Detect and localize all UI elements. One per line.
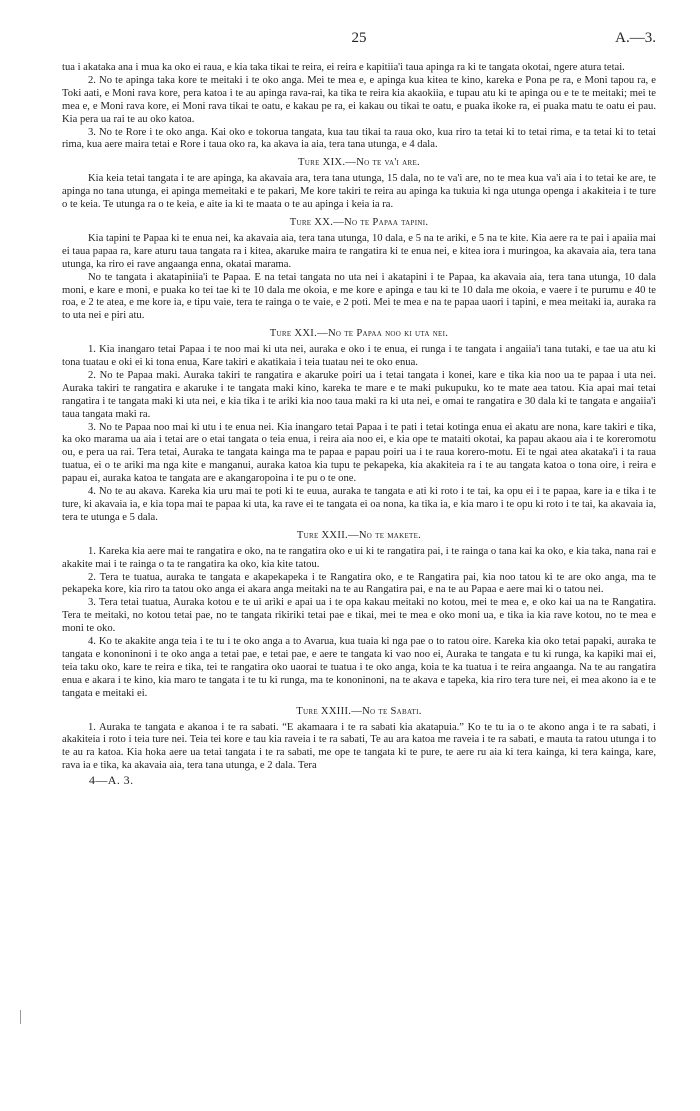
paragraph: 3. No te Rore i te oko anga. Kai oko e tokorua tangata, kua tau tikai ta raua oko, kua riro ta tetai ki to tetai rima, e ta tetai ki to tetai rima, kua aere maira tetai e Rore i taua oko ra, ka akava ia aia, tera tana utunga, e 4 dala. (62, 126, 656, 151)
page-header (62, 32, 656, 62)
section-heading: Ture XXIII.—No te Sabati. (296, 705, 422, 717)
document-reference: A.—3. (615, 30, 656, 46)
section-heading: Ture XX.—No te Papaa tapini. (289, 216, 429, 228)
paragraph: Kia tapini te Papaa ki te enua nei, ka akavaia aia, tera tana utunga, 10 dala, e 5 na te ariki, e 5 na te kite. Kia aere ra te pai i apaiia mai ei taua papaa ra, kare aturu taua tangata ra i kitea, akaruke maira te rangatira ki te enua nei, e kitea iora i muringoa, ka akavaia aia, tera tana utunga, ka riro ei rave angaanga enna, okatai marama. (62, 232, 656, 270)
paragraph: 2. No te apinga taka kore te meitaki i te oko anga. Mei te mea e, e apinga kua kitea te kino, kareka e Pona pe ra, e Moni tapou ra, e Toki aati, e Moni rava kore, pera katoa i te au apinga rava-rai, ka tika te reira kia akaokiia, e tupau atu ki te apinga ou e te te meitaki; mei te mea e, e Moni rava kore, ei Moni rava tikai te oatu, e kakau pe ra, ei kakau ou tikai te oatu, e puaka ikoke ra, ei puaka matu te oatu ei pau. Kia pera ua rai te au oko katoa. (62, 74, 656, 125)
paragraph: Kia keia tetai tangata i te are apinga, ka akavaia ara, tera tana utunga, 15 dala, no te va'i are, no te mea kua va'i aia i to tetai ke are, te apinga no tana utunga, ei apinga memeitaki e te pakari, Me kore takiri te reira au apinga ka tukuia ki nga utunga openga i akakiteia i te ture o te keia. Te utunga ra o te keia, e aite ia ki te maata o te au apinga i keia ia ra. (62, 173, 656, 211)
section-heading: Ture XXII.—No te makete. (296, 529, 422, 541)
section-heading: Ture XIX.—No te va'i are. (298, 157, 420, 169)
signature-mark: 4—A. 3. (89, 773, 134, 788)
paragraph: tua i akataka ana i mua ka oko ei raua, e kia taka tikai te reira, ei reira e kapitiia'i taua apinga ra ki te tangata okotai, ngere atura tetai. (62, 62, 625, 73)
document-body (62, 62, 656, 773)
section-heading: Ture XXI.—No te Papaa noo ki uta nei. (269, 328, 449, 340)
paragraph: 4. Ko te akakite anga teia i te tu i te oko anga a to Avarua, kua tuaia ki nga pae o to ratou oire. Kareka kia oko tetai papaki, auraka te tangata e kononinoni i te oko anga a tetai pae, e tetai pae, e aere te tangata ki vao noo ei, Auraka te tangata e tu ki runga, ka kapiki mai ei, teia taku oko, kare te reira e tika, tei te rangatira oko uaorai te tuatua i te oko anga, koia te ka tuatua i te reira angaanga. Na te au rangatira enua e akara i te kino, kia maro te tangata i te tu ki runga, ma te kononinoni, na te akava e tapeka, kia riro tera ture nei, ei mea akono ia e te tangata e meitaki ei. (62, 636, 656, 699)
margin-mark (20, 1010, 21, 1024)
paragraph: 1. Kareka kia aere mai te rangatira e oko, na te rangatira oko e ui ki te rangatira pai, i te rainga o tana kai ka oko, e kia taka, nana rai e akakite mai i te rainga o ta te rangatira ka oko, kia kite tatou. (62, 545, 656, 570)
paragraph: 2. No te Papaa maki. Auraka takiri te rangatira e akaruke poiri ua i tetai tangata i konei, kare e tika kia noo ua te papaa i uta nei. Auraka takiri te rangatira e akaruke i te tangata maki kino, kareka te mare e te maki pukupuku, ko te mate aea tatou. Kia apai mai tetai rangatira i te tangata maki ki uta nei, e kia tika i te ariki kia noo taua maki ra ki uta nei, e omai te rangatira e 30 dala ki te tangata e angaiia'i taua tangata maki ra. (62, 369, 656, 420)
paragraph: No te tangata i akatapiniia'i te Papaa. E na tetai tangata no uta nei i akatapini i te Papaa, ka akavaia aia, tera tana utunga, 10 dala moni, e kare e moni, e puaka ko tei tae ki te 10 dala me okoia, e me kore e apinga e tau ki te 10 dala me okoia, e vaere i te purumu e 40 te roa, e 2 te atea, e me kore ia, e tipu vaie, tera te rainga o te vaie, e 2 poti. Mei te mea e na te papaa uaori i tapini, e mea meitaki ia, auraka ra to uta nei e piri atu. (62, 271, 656, 322)
paragraph: 3. No te Papaa noo mai ki utu i te enua nei. Kia inangaro tetai Papaa i te pati i tetai kotinga enua ei akatu are nona, kare takiri e tika, ka oko marama ua aia i tetai are o etai tangata o teia enua, i reira aia noo ei, e kia ope te mataiti okotai, ka papau akaou aia i te koreromotu ou, e pera ua rai. Tera tetai, Auraka te tangata kainga ma te papaa e papau poiri ua i te raua korero-motu. Ei te ngai atea akataka'i i ta raua tuatua, ei o te ariki ma nga kite e manganui, auraka katoa kia tupu te pekapeka, kia akakiteia ra i te au tangata katoa o tona oire, i reira e papau ei, auraka katoa te tangata are e akangaropoina i te pu o te one. (62, 421, 656, 485)
paragraph: 3. Tera tetai tuatua, Auraka kotou e te ui ariki e apai ua i te opa kakau meitaki no kotou, mei te mea e, e oko kai ua na te Rangatira. Tera te meitaki, no kotou tetai pae, no te tangata rikiriki tetai pae e tikai, mei te mea e oko moni ua, e tika ia kia rave kotou, no te mea e moni te oko. (62, 597, 656, 635)
page-number: 25 (351, 30, 367, 46)
paragraph: 1. Kia inangaro tetai Papaa i te noo mai ki uta nei, auraka e oko i te enua, ei runga i te tangata i angaiia'i tana tutaki, e tae ua atu ki tona tuatau e oki ei ki tona enua, Kare takiri e akatikaia i teia tuatau nei te oko enua. (62, 344, 656, 369)
paragraph: 2. Tera te tuatua, auraka te tangata e akapekapeka i te Rangatira oko, e te Rangatira pai, kia noo tatou ki te are oko anga, ma te pekapeka kore, kia riro ta tatou oko anga ei akara anga meitaki na te au Rangatira pai, e na te au Papaa e aere mai ki o tatou nei. (62, 571, 656, 596)
paragraph: 4. No te au akava. Kareka kia uru mai te poti ki te euua, auraka te tangata e ati ki roto i te tai, ka opu ei i te papaa, kare ia e tika i te ture, ki akavaia ia, e kia topa mai te papaa ki uta, ka rave ei te tangata ei oa nona, ka tika ia, e kia maro i te opu ki roto i te tai, ka akavaia ia, tera te utunga e 5 dala. (62, 486, 656, 523)
paragraph: 1. Auraka te tangata e akanoa i te ra sabati. “E akamaara i te ra sabati kia akatapuia.” Ko te tu ia o te akono anga i te ra sabati, i akakiteia i roto i teia ture nei. Teia tei kore e tau kia raveia i te ra sabati, Te au ara katoa me raveia i te ra sabati, e mauta ta ratou utunga i to te au ra katoa. Kia hoka aere ua tetai tangata i te ra sabati, me ope te tangata ki te pure, te aere ru aia ki tera kainga, ki tera kainga, kare, rava ia e tika, ka akavaia aia, tera tana utunga, e 2 dala. Tera (62, 721, 656, 772)
